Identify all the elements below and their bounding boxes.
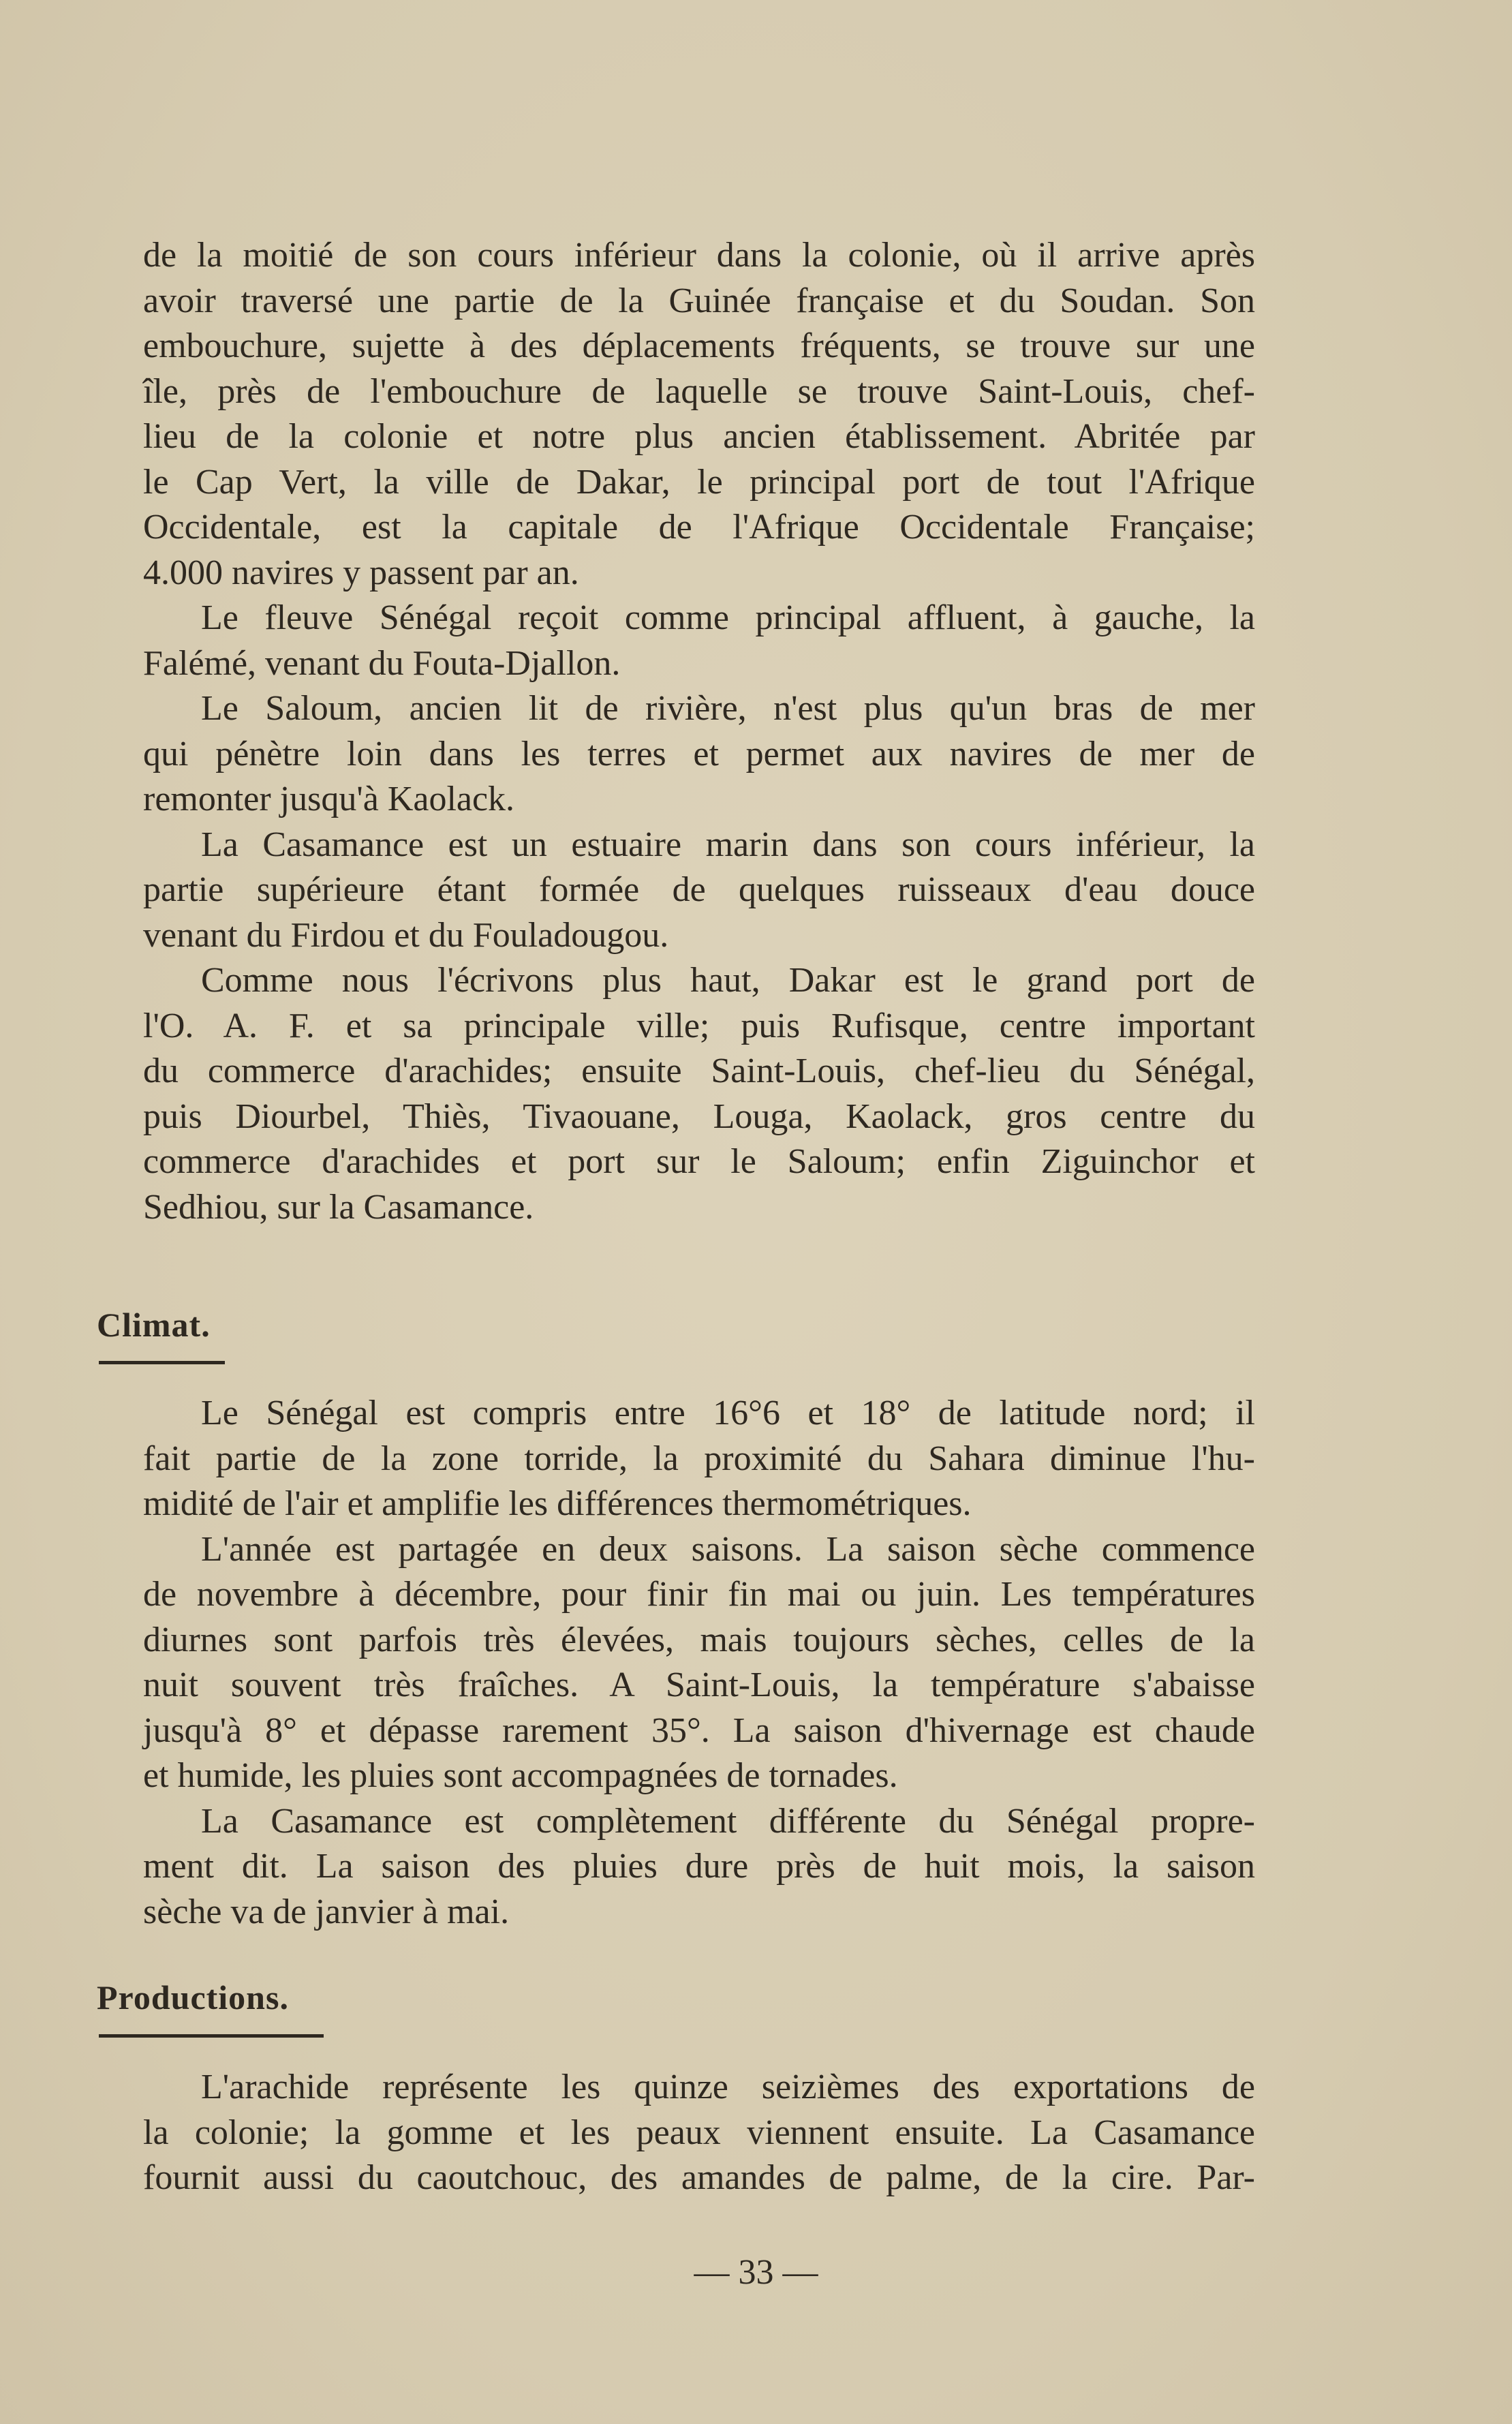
text-line: lieu de la colonie et notre plus ancien établissement. Abritée par	[143, 417, 1255, 456]
text-line: L'arachide représente les quinze seizièmes des exportations de	[201, 2068, 1255, 2106]
heading-underline	[99, 1361, 225, 1364]
text-line: remonter jusqu'à Kaolack.	[143, 780, 515, 818]
intro-text	[143, 233, 1255, 1230]
productions-text	[143, 2065, 1255, 2201]
text-line: Falémé, venant du Fouta-Djallon.	[143, 643, 621, 683]
text-line: Le fleuve Sénégal reçoit comme principal affluent, à gauche, la	[201, 598, 1255, 637]
page-number: — 33 —	[694, 2253, 818, 2292]
text-line: Sedhiou, sur la Casamance.	[143, 1187, 534, 1227]
text-line: la colonie; la gomme et les peaux viennent ensuite. La Casamance	[143, 2113, 1255, 2152]
text-line: puis Diourbel, Thiès, Tivaouane, Louga, Kaolack, gros centre du	[143, 1096, 1255, 1136]
text-line: de la moitié de son cours inférieur dans la colonie, où il arrive après	[143, 236, 1255, 275]
text-line: venant du Firdou et du Fouladougou.	[143, 915, 669, 955]
text-line: diurnes sont parfois très élevées, mais toujours sèches, celles de la	[143, 1620, 1255, 1659]
text-line: 4.000 navires y passent par an.	[143, 553, 579, 592]
text-line: île, près de l'embouchure de laquelle se trouve Saint-Louis, chef-	[143, 371, 1255, 411]
section-heading-climat: Climat.	[97, 1306, 211, 1344]
text-line: fait partie de la zone torride, la proximité du Sahara diminue l'hu-	[143, 1439, 1255, 1478]
text-line: de novembre à décembre, pour finir fin mai ou juin. Les températures	[143, 1575, 1255, 1614]
text-line: embouchure, sujette à des déplacements fréquents, se trouve sur une	[143, 326, 1255, 365]
text-line: qui pénètre loin dans les terres et permet aux navires de mer de	[143, 734, 1255, 773]
text-line: fournit aussi du caoutchouc, des amandes de palme, de la cire. Par-	[143, 2158, 1255, 2197]
text-line: avoir traversé une partie de la Guinée française et du Soudan. Son	[143, 281, 1255, 320]
text-line: sèche va de janvier à mai.	[143, 1892, 510, 1931]
text-line: L'année est partagée en deux saisons. La saison sèche commence	[201, 1529, 1255, 1569]
text-line: Le Sénégal est compris entre 16°6 et 18° de latitude nord; il	[201, 1394, 1255, 1432]
text-line: l'O. A. F. et sa principale ville; puis Rufisque, centre important	[143, 1006, 1255, 1045]
text-line: commerce d'arachides et port sur le Saloum; enfin Ziguinchor et	[143, 1142, 1255, 1181]
text-line: et humide, les pluies sont accompagnées de tornades.	[143, 1756, 898, 1795]
text-line: midité de l'air et amplifie les différences thermométriques.	[143, 1484, 972, 1523]
text-line: le Cap Vert, la ville de Dakar, le principal port de tout l'Afrique	[143, 462, 1255, 502]
text-line: Le Saloum, ancien lit de rivière, n'est plus qu'un bras de mer	[201, 689, 1255, 728]
text-line: La Casamance est un estuaire marin dans son cours inférieur, la	[201, 825, 1255, 864]
text-line: La Casamance est complètement différente du Sénégal propre-	[201, 1801, 1255, 1841]
section-heading-productions: Productions.	[97, 1978, 289, 2016]
climat-text	[143, 1391, 1255, 1935]
text-line: du commerce d'arachides; ensuite Saint-Louis, chef-lieu du Sénégal,	[143, 1052, 1255, 1090]
text-line: ment dit. La saison des pluies dure près de huit mois, la saison	[143, 1847, 1255, 1886]
text-line: Comme nous l'écrivons plus haut, Dakar est le grand port de	[201, 961, 1255, 1000]
text-line: Occidentale, est la capitale de l'Afrique Occidentale Française;	[143, 508, 1255, 547]
text-line: nuit souvent très fraîches. A Saint-Louis, la température s'abaisse	[143, 1666, 1255, 1704]
text-line: jusqu'à 8° et dépasse rarement 35°. La saison d'hivernage est chaude	[143, 1710, 1255, 1750]
heading-underline	[99, 2034, 324, 2038]
text-line: partie supérieure étant formée de quelques ruisseaux d'eau douce	[143, 870, 1255, 909]
